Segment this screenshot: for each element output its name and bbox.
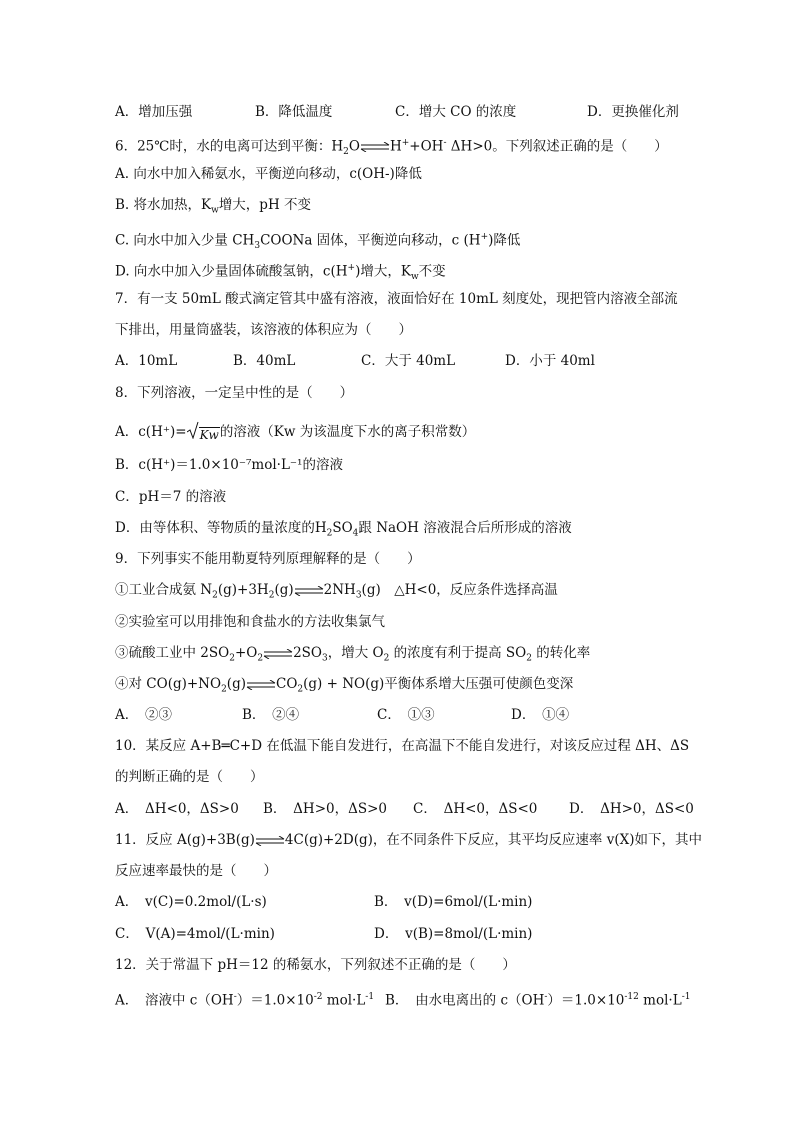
q8-d-part: D．由等体积、等物质的量浓度的H <box>115 520 327 536</box>
q9-s1-part: (g)+3H <box>217 582 269 598</box>
q9-options <box>115 706 685 724</box>
q8-a-part: A．c(H⁺)= <box>115 424 187 440</box>
q6-stem <box>115 134 668 161</box>
q12-option-a <box>115 988 374 1010</box>
q6-stem-sub: 2 <box>343 147 349 158</box>
q9-s4-part: (g) <box>226 676 246 692</box>
q8-option-d <box>115 519 572 543</box>
q5-options <box>115 103 685 121</box>
q8-option-b: B．c(H⁺)＝1.0×10⁻⁷mol·L⁻¹的溶液 <box>115 457 343 473</box>
square-root-icon <box>187 421 220 444</box>
q9-s3-part: 的浓度有利于提高 SO <box>389 645 527 661</box>
q6-d-sub: w <box>410 272 419 283</box>
q5-option-a: A．增加压强 <box>115 104 193 120</box>
q12-option-b <box>385 988 690 1010</box>
q11-option-a: A． v(C)=0.2mol/(L·s) <box>115 894 267 910</box>
q9-s4-part: ④对 CO(g)+NO <box>115 676 222 692</box>
q9-s3-sub: 2 <box>257 653 264 664</box>
q10-options <box>115 800 694 818</box>
q6-option-c <box>115 228 520 255</box>
q6-d-part: 不变 <box>418 263 446 280</box>
q12-a-part: A． 溶液中 c（OH <box>115 992 234 1009</box>
q6-stem-part: +OH <box>409 138 444 155</box>
q12-b-sup: -1 <box>681 992 691 1002</box>
q9-s1-sub: 3 <box>355 590 362 601</box>
q11-options-row1 <box>115 893 685 911</box>
q10-option-c: C． ΔH<0，ΔS<0 <box>413 801 538 817</box>
q8-d-part: SO <box>332 520 353 536</box>
q10-option-b: B． ΔH>0，ΔS>0 <box>263 801 387 817</box>
q9-statement-3 <box>115 644 590 668</box>
q5-option-b: B．降低温度 <box>255 104 333 120</box>
q12-b-sup: -12 <box>624 992 639 1002</box>
q7-option-a: A．10mL <box>115 353 178 369</box>
q12-b-sup: - <box>544 992 548 1002</box>
q12-a-sup: -2 <box>313 992 323 1002</box>
q9-s3-part: 2SO <box>293 645 322 661</box>
q12-options <box>115 988 691 1009</box>
q7-stem-line2: 下排出，用量筒盛装，该溶液的体积应为（ ） <box>115 322 412 338</box>
q11-option-c: C． V(A)=4mol/(L·min) <box>115 926 275 942</box>
q6-d-sup: + <box>347 263 356 273</box>
q6-stem-part: H <box>389 138 402 155</box>
q11-option-b: B． v(D)=6mol/(L·min) <box>374 894 533 910</box>
q8-d-sub: 2 <box>326 528 333 539</box>
q9-s1-part: ①工业合成氨 N <box>115 582 213 598</box>
q6-c-sup: + <box>480 232 489 242</box>
q9-s4-sub: 2 <box>297 684 304 695</box>
q6-b-sub: w <box>211 205 219 216</box>
q6-b-part: 增大，pH 不变 <box>218 197 312 213</box>
q6-c-part: )降低 <box>488 232 521 249</box>
q10-option-d: D． ΔH>0，ΔS<0 <box>569 801 694 817</box>
equilibrium-arrow-icon <box>263 649 293 659</box>
q8-a-part: 的溶液（Kw 为该温度下水的离子积常数） <box>219 424 476 440</box>
q9-s3-part: +O <box>234 645 258 661</box>
equilibrium-arrow-icon <box>294 586 324 596</box>
q8-a-sqrt-content: Kw <box>199 428 219 442</box>
q6-stem-sup: - <box>443 138 447 148</box>
q9-s1-part: 2NH <box>323 582 356 598</box>
q6-d-part: )增大，K <box>355 263 411 280</box>
q11-option-d: D． v(B)=8mol/(L·min) <box>374 926 533 942</box>
q9-s1-sub: 2 <box>212 590 218 601</box>
q6-stem-sup: + <box>401 138 410 148</box>
q8-option-c: C．pH＝7 的溶液 <box>115 489 227 505</box>
q9-s4-part: (g) + NO(g)平衡体系增大压强可使颜色变深 <box>303 676 574 692</box>
q10-option-a: A． ΔH<0，ΔS>0 <box>115 801 239 817</box>
q7-option-b: B．40mL <box>233 353 296 369</box>
equilibrium-arrow-icon <box>255 836 285 846</box>
q8-d-sub: 4 <box>352 528 359 539</box>
q8-d-part: 跟 NaOH 溶液混合后所形成的溶液 <box>358 520 572 536</box>
q6-c-sub: 3 <box>254 241 261 252</box>
q12-a-sup: -1 <box>365 992 375 1002</box>
q12-a-sup: - <box>233 992 237 1002</box>
q11-line1-part: 4C(g)+2D(g)，在不同条件下反应，其平均反应速率 v(X)如下，其中 <box>284 832 702 848</box>
q9-stem: 9．下列事实不能用勒夏特列原理解释的是（ ） <box>115 551 421 567</box>
q11-options-row2 <box>115 925 685 943</box>
q6-stem-part: O <box>348 138 360 155</box>
q9-statement-1 <box>115 581 558 605</box>
q9-option-c: C． ①③ <box>377 707 435 723</box>
q11-line1-part: 11．反应 A(g)+3B(g) <box>115 832 255 848</box>
q9-s3-sub: 2 <box>383 653 390 664</box>
q6-option-b <box>115 196 311 220</box>
q6-stem-part: 6．25℃时，水的电离可达到平衡：H <box>115 138 344 155</box>
equilibrium-arrow-icon <box>246 680 276 690</box>
q6-stem-part: ΔH>0。下列叙述正确的是（ ） <box>446 138 668 155</box>
q11-stem-line1 <box>115 831 702 849</box>
q8-option-a <box>115 421 475 444</box>
q11-stem-line2: 反应速率最快的是（ ） <box>115 863 277 879</box>
q12-b-part: B． 由水电离出的 c（OH <box>385 992 545 1009</box>
q12-a-part: mol·L <box>322 992 366 1009</box>
q12-b-part: mol·L <box>638 992 682 1009</box>
q7-options <box>115 352 685 370</box>
q6-b-part: B. 将水加热，K <box>115 197 212 213</box>
q9-option-a: A． ②③ <box>115 707 172 723</box>
q7-option-d: D．小于 40ml <box>505 353 595 369</box>
equilibrium-arrow-icon <box>360 142 390 152</box>
q8-stem: 8．下列溶液，一定呈中性的是（ ） <box>115 385 354 401</box>
q9-statement-2: ②实验室可以用排饱和食盐水的方法收集氯气 <box>115 614 385 630</box>
q9-s3-sub: 2 <box>526 653 532 664</box>
q7-option-c: C．大于 40mL <box>361 353 456 369</box>
q9-s3-part: 的转化率 <box>531 645 591 661</box>
q10-stem-line1: 10．某反应 A+B═C+D 在低温下能自发进行，在高温下不能自发进行，对该反应过程 ΔH、ΔS <box>115 738 690 754</box>
q6-d-part: D. 向水中加入少量固体硫酸氢钠，c(H <box>115 263 348 280</box>
q12-stem: 12．关于常温下 pH＝12 的稀氨水，下列叙述不正确的是（ ） <box>115 957 516 973</box>
q9-option-d: D． ①④ <box>511 707 570 723</box>
q9-s1-part: (g) <box>274 582 294 598</box>
q9-s1-part: (g) △H<0，反应条件选择高温 <box>361 582 558 598</box>
q12-a-part: ）＝1.0×10 <box>236 992 314 1009</box>
q6-c-part: COONa 固体，平衡逆向移动，c (H <box>260 232 481 249</box>
q5-option-c: C．增大 CO 的浓度 <box>395 104 517 120</box>
q5-option-d: D．更换催化剂 <box>587 104 679 120</box>
q9-s3-sub: 3 <box>321 653 328 664</box>
q9-s3-sub: 2 <box>229 653 235 664</box>
q6-option-a: A. 向水中加入稀氨水，平衡逆向移动，c(OH-)降低 <box>115 166 422 182</box>
q12-b-part: ）＝1.0×10 <box>547 992 625 1009</box>
q10-stem-line2: 的判断正确的是（ ） <box>115 769 264 785</box>
q9-s3-part: ，增大 O <box>327 645 384 661</box>
q6-option-d <box>115 259 446 286</box>
square-root-sign <box>187 421 199 439</box>
q9-statement-4 <box>115 675 573 699</box>
q7-stem-line1: 7．有一支 50mL 酸式滴定管其中盛有溶液，液面恰好在 10mL 刻度处，现把管内溶液全部流 <box>115 291 678 307</box>
q9-s1-sub: 2 <box>268 590 275 601</box>
q9-s4-part: CO <box>275 676 298 692</box>
q9-s3-part: ③硫酸工业中 2SO <box>115 645 230 661</box>
q9-option-b: B． ②④ <box>242 707 300 723</box>
q6-c-part: C. 向水中加入少量 CH <box>115 232 255 249</box>
q9-s4-sub: 2 <box>221 684 227 695</box>
